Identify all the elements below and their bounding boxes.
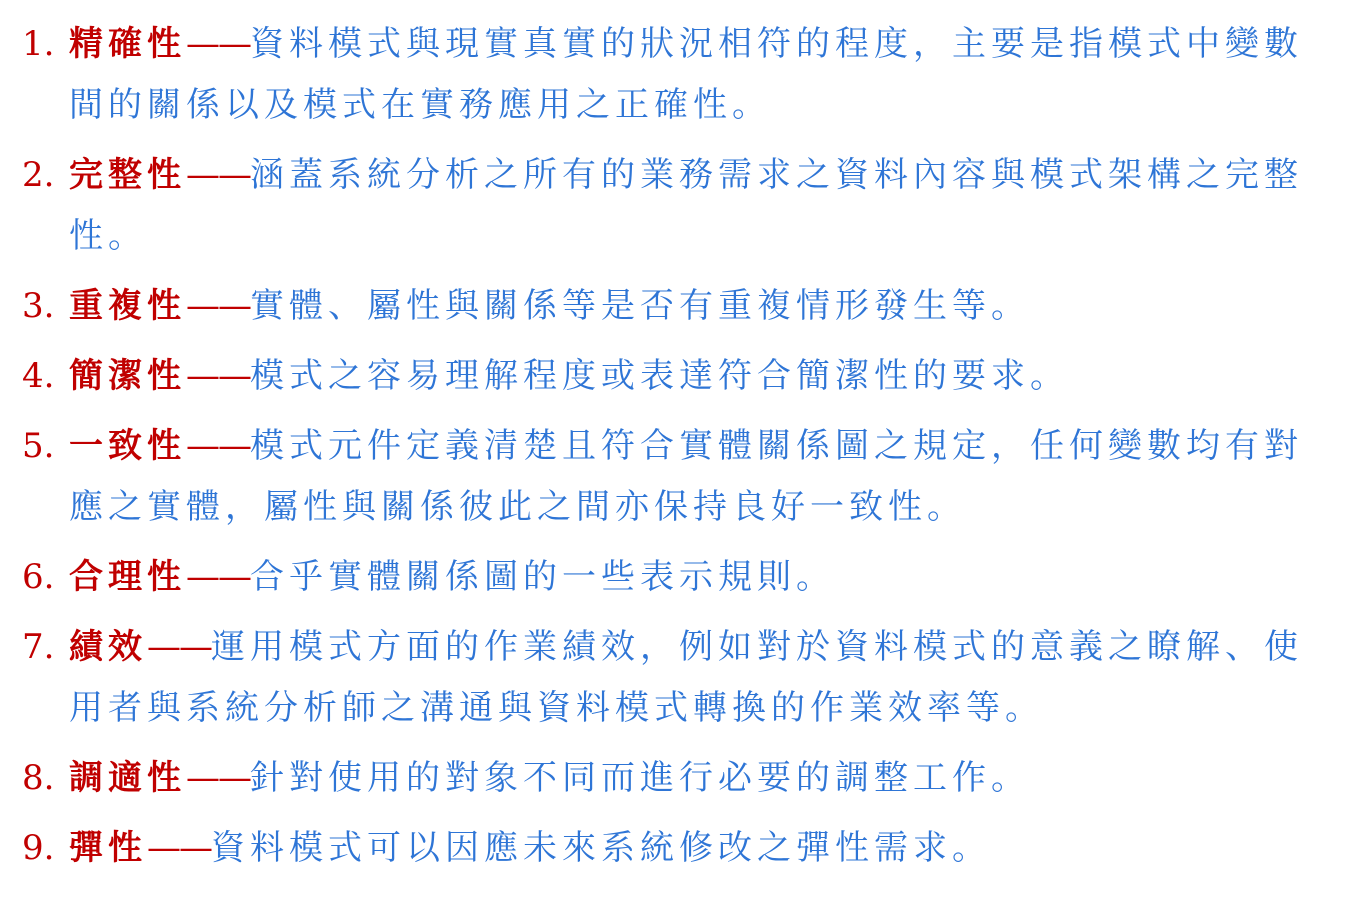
item-dash: —— bbox=[186, 286, 250, 326]
item-term: 一致性 bbox=[69, 426, 186, 466]
item-term: 簡潔性 bbox=[69, 356, 186, 396]
item-dash: —— bbox=[186, 557, 250, 597]
item-dash: —— bbox=[147, 828, 211, 868]
criteria-list bbox=[22, 14, 1332, 888]
item-description: 涵蓋系統分析之所有的業務需求之資料內容與模式架構之完整性。 bbox=[69, 155, 1303, 256]
item-term: 精確性 bbox=[69, 24, 186, 64]
item-number: 3. bbox=[22, 286, 55, 326]
item-description: 資料模式可以因應未來系統修改之彈性需求。 bbox=[211, 828, 991, 868]
item-term: 重複性 bbox=[69, 286, 186, 326]
list-item bbox=[22, 547, 1332, 608]
item-dash: —— bbox=[186, 758, 250, 798]
item-term: 完整性 bbox=[69, 155, 186, 195]
item-number: 7. bbox=[22, 627, 55, 667]
item-term: 彈性 bbox=[69, 828, 147, 868]
list-item bbox=[22, 617, 1332, 739]
list-item bbox=[22, 346, 1332, 407]
list-item bbox=[22, 748, 1332, 809]
item-number: 8. bbox=[22, 758, 55, 798]
item-dash: —— bbox=[147, 627, 211, 667]
item-term: 合理性 bbox=[69, 557, 186, 597]
item-number: 6. bbox=[22, 557, 55, 597]
item-number: 4. bbox=[22, 356, 55, 396]
list-item bbox=[22, 14, 1332, 136]
item-description: 針對使用的對象不同而進行必要的調整工作。 bbox=[250, 758, 1030, 798]
item-dash: —— bbox=[186, 356, 250, 396]
item-number: 1. bbox=[22, 24, 55, 64]
item-number: 2. bbox=[22, 155, 55, 195]
item-dash: —— bbox=[186, 24, 250, 64]
item-term: 調適性 bbox=[69, 758, 186, 798]
item-description: 模式之容易理解程度或表達符合簡潔性的要求。 bbox=[250, 356, 1069, 396]
item-description: 模式元件定義清楚且符合實體關係圖之規定，任何變數均有對應之實體，屬性與關係彼此之間亦保持良好一致性。 bbox=[69, 426, 1303, 527]
item-description: 運用模式方面的作業績效，例如對於資料模式的意義之瞭解、使用者與系統分析師之溝通與資料模式轉換的作業效率等。 bbox=[69, 627, 1303, 728]
item-number: 9. bbox=[22, 828, 55, 868]
item-description: 合乎實體關係圖的一些表示規則。 bbox=[250, 557, 835, 597]
item-number: 5. bbox=[22, 426, 55, 466]
list-item bbox=[22, 818, 1332, 879]
item-dash: —— bbox=[186, 155, 250, 195]
item-term: 績效 bbox=[69, 627, 147, 667]
list-item bbox=[22, 276, 1332, 337]
list-item bbox=[22, 416, 1332, 538]
item-dash: —— bbox=[186, 426, 250, 466]
item-description: 資料模式與現實真實的狀況相符的程度，主要是指模式中變數間的關係以及模式在實務應用之正確性。 bbox=[69, 24, 1303, 125]
item-description: 實體、屬性與關係等是否有重複情形發生等。 bbox=[250, 286, 1030, 326]
list-item bbox=[22, 145, 1332, 267]
